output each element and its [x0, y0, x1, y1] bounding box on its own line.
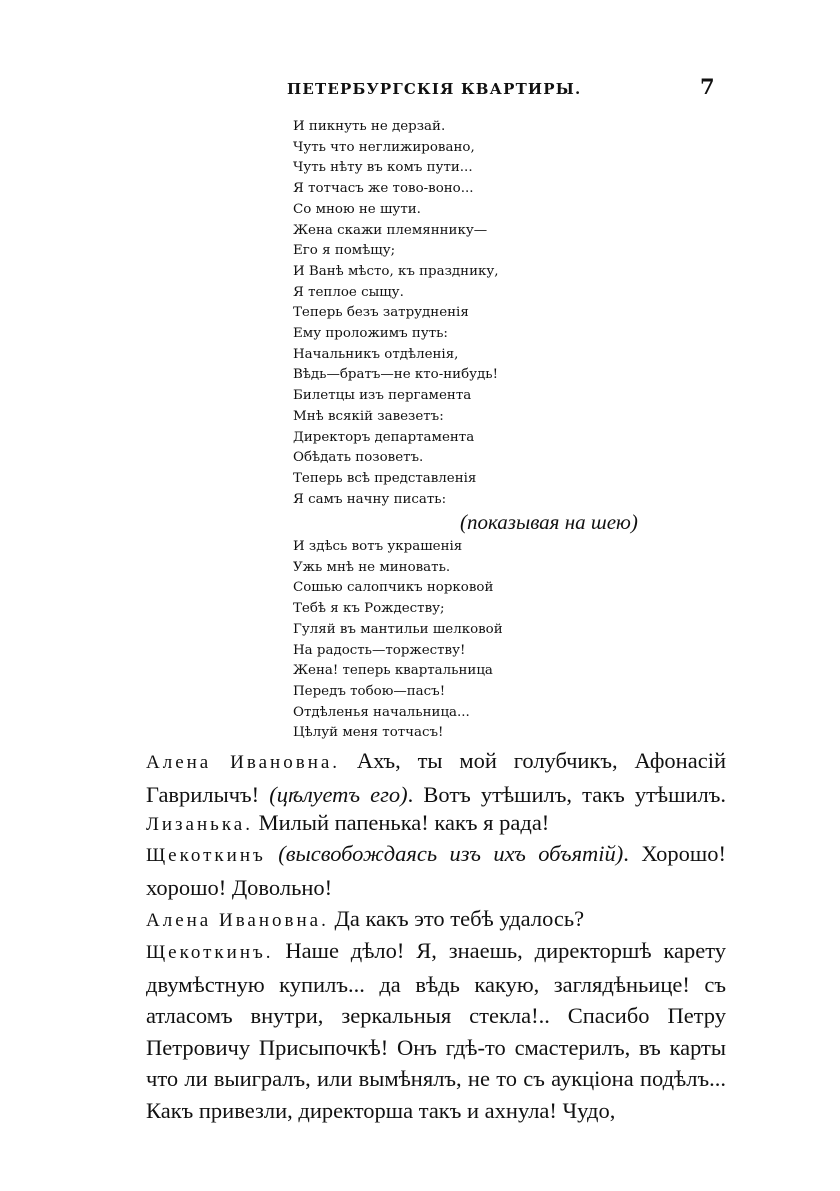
verse-line: И здѣсь вотъ украшенія	[293, 539, 463, 554]
verse-block-1	[293, 117, 499, 510]
verse-line: Начальникъ отдѣленія,	[293, 346, 459, 362]
verse-line: Тебѣ я къ Рождеству;	[293, 601, 445, 617]
verse-line: Передъ тобою—пасъ!	[293, 683, 446, 699]
verse-line: Билетцы изъ пергамента	[293, 388, 472, 404]
verse-line: Жена! теперь квартальница	[293, 663, 493, 679]
speaker-name: Алена Ивановна.	[146, 910, 329, 931]
verse-line: Я тотчасъ же тово-воно...	[293, 181, 474, 197]
verse-line: Его я помѣщу;	[293, 243, 396, 259]
dialogue-paragraph	[146, 745, 726, 810]
verse-line: Мнѣ всякій завезетъ:	[293, 408, 444, 424]
dialogue-text: Да какъ это тебѣ удалось?	[328, 906, 585, 931]
dialogue-text: . Хорошо! хорошо! Довольно!	[146, 841, 726, 900]
verse-line: Теперь всѣ представленія	[293, 470, 477, 486]
verse-line: Сошью салопчикъ норковой	[293, 580, 494, 596]
speaker-name: Алена Ивановна.	[146, 752, 341, 773]
dialogue-paragraph	[146, 903, 726, 937]
dialogue-text	[266, 841, 278, 866]
verse-line: На радость—торжеству!	[293, 642, 466, 658]
dialogue-paragraph	[146, 935, 726, 1126]
stage-direction-inline: (высвобождаясь изъ ихъ объятій)	[278, 841, 624, 866]
verse-line: Цѣлуй меня тотчасъ!	[293, 725, 444, 741]
verse-line: Я теплое сыщу.	[293, 284, 404, 300]
verse-line: Чуть что неглижировано,	[293, 139, 475, 155]
speaker-name: Щекоткинъ	[146, 845, 266, 866]
verse-line: Я самъ начну писать:	[293, 491, 447, 507]
verse-line: Обѣдать позоветъ.	[293, 450, 424, 466]
verse-line: Гуляй въ мантильи шелковой	[293, 621, 503, 637]
verse-line: Директоръ департамента	[293, 429, 475, 445]
verse-line: Ему проложимъ путь:	[293, 326, 448, 342]
speaker-name: Щекоткинъ.	[146, 942, 274, 963]
dialogue-paragraph	[146, 838, 726, 903]
dialogue-text: Милый папенька! какъ я рада!	[252, 810, 550, 835]
verse-line: Отдѣленья начальница...	[293, 704, 470, 720]
running-title: ПЕТЕРБУРГСКІЯ КВАРТИРЫ.	[287, 80, 582, 98]
verse-line: И Ванѣ мѣсто, къ празднику,	[293, 263, 499, 279]
verse-line: Жена скажи племяннику—	[293, 222, 488, 238]
dialogue-text: Ахъ, ты мой голубчикъ, Афонасій Гаврилычъ!	[146, 748, 726, 807]
speaker-name: Лизанька.	[146, 814, 253, 835]
dialogue-text: Наше дѣло! Я, знаешь, директоршѣ карету двумѣстную купилъ... да вѣдь какую, заглядѣньице! съ атласомъ внутри, зеркальныя стекла!.. Спасибо Петру Петровичу Присыпочкѣ! Онъ гдѣ-то смастерилъ, въ карты что ли выигралъ, или вымѣнялъ, не то съ аукціона подѣлъ... Какъ привезли, директорша такъ и ахнула! Чудо,	[146, 938, 726, 1123]
verse-line: Чуть нѣту въ комъ пути...	[293, 160, 473, 176]
dialogue-text: . Вотъ утѣшилъ, такъ утѣшилъ.	[407, 781, 726, 807]
dialogue-paragraph	[146, 807, 726, 841]
stage-direction: (показывая на шею)	[460, 510, 638, 534]
verse-line: Со мною не шути.	[293, 201, 421, 217]
verse-line: Ужь мнѣ не миновать.	[293, 559, 451, 575]
verse-line: Теперь безъ затрудненія	[293, 305, 469, 321]
verse-line: Вѣдь—братъ—не кто-нибудь!	[293, 367, 498, 383]
page-number: 7	[700, 74, 715, 99]
verse-line: И пикнуть не дерзай.	[293, 119, 446, 134]
stage-direction-inline: (цѣлуетъ его)	[269, 781, 408, 807]
verse-block-2	[293, 537, 503, 744]
